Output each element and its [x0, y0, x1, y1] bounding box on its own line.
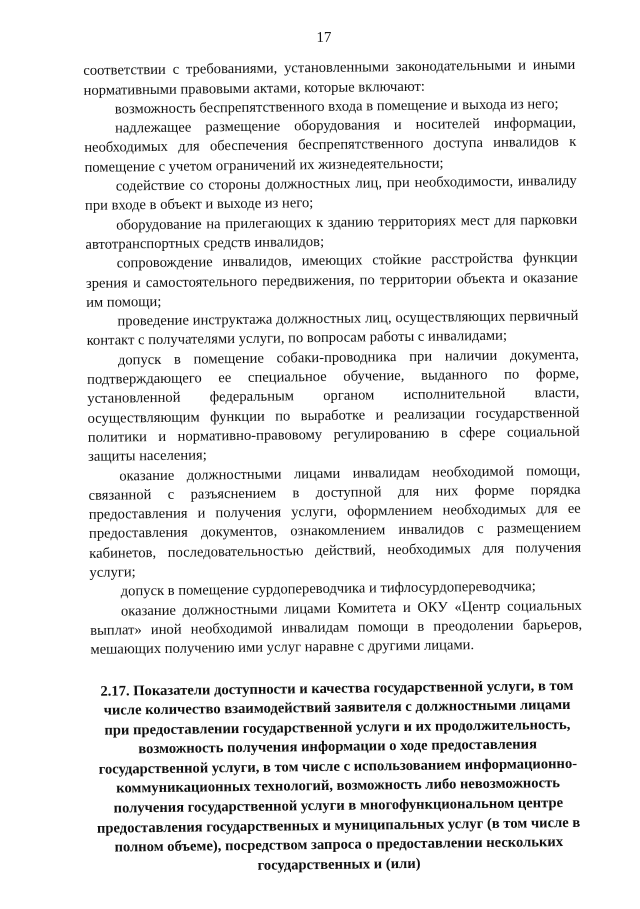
paragraph-sign-interpreter: допуск в помещение сурдопереводчика и тифлосурдопереводчика;	[120, 578, 536, 600]
paragraph-entrance-access: возможность беспрепятственного входа в помещение и выхода из него;	[114, 95, 559, 118]
paragraph-equipment-placement: надлежащее размещение оборудования и носителей информации, необходимых для обеспечения беспрепятственного доступа инвалидов к помещение с учетом ограничений их жизнедеятельности;	[84, 115, 577, 176]
body-text	[83, 56, 582, 660]
paragraph-parking: оборудование на прилегающих к зданию территориях мест для парковки автотранспортных средств инвалидов;	[85, 211, 578, 253]
paragraph-guide-dog: допуск в помещение собаки-проводника при наличии документа, подтверждающего ее специальное обучение, выданного по форме, установленной федеральным органом исполнительной власти, осуществляющим функции по выработке и реализации государственной политики и нормативно-правовому регулированию в сфере социальной защиты населения;	[87, 346, 580, 466]
paragraph-barrier-help: оказание должностными лицами Комитета и ОКУ «Центр социальных выплат» иной необходимой инвалидам помощи в преодолении барьеров, мешающих получению ими услуг наравне с другими лицами.	[90, 597, 583, 659]
paragraph-escort: сопровождение инвалидов, имеющих стойкие расстройства функции зрения и самостоятельного передвижения, по территории объекта и оказание им помощи;	[85, 250, 579, 311]
paragraph-staff-briefing: проведение инструктажа должностных лиц, осуществляющих первичный контакт с получателями услуги, по вопросам работы с инвалидами;	[86, 307, 579, 350]
section-heading: 2.17. Показатели доступности и качества государственной услуги, в том числе количество взаимодействий заявителя с должностными лицами при предоставлении государственной услуги и их продолжительность, возможность получения информации о ходе предоставления государственной услуги, в том числе с использованием информационно-коммуникационных технологий, возможность либо невозможность получения государственной услуги в многофункциональном центре предоставления государственных и муниципальных услуг (в том числе в полном объеме), посредством запроса о предоставлении нескольких государственных и (или)	[96, 677, 581, 874]
page-number: 17	[316, 29, 332, 47]
paragraph-explanation-help: оказание должностными лицами инвалидам необходимой помощи, связанной с разъяснением в доступной для них форме порядка предоставления и получения услуги, оформлением необходимых для ее предоставления документов, ознакомлением инвалидов с размещением кабинетов, последовательностью действий, необходимых для получения услуги;	[88, 462, 582, 581]
paragraph-continuation: соответствии с требованиями, установленными законодательными и иными нормативными правовыми актами, которые включают:	[83, 57, 576, 99]
paragraph-staff-assistance: содействие со стороны должностных лиц, при необходимости, инвалиду при входе в объект и выходе из него;	[84, 172, 577, 215]
